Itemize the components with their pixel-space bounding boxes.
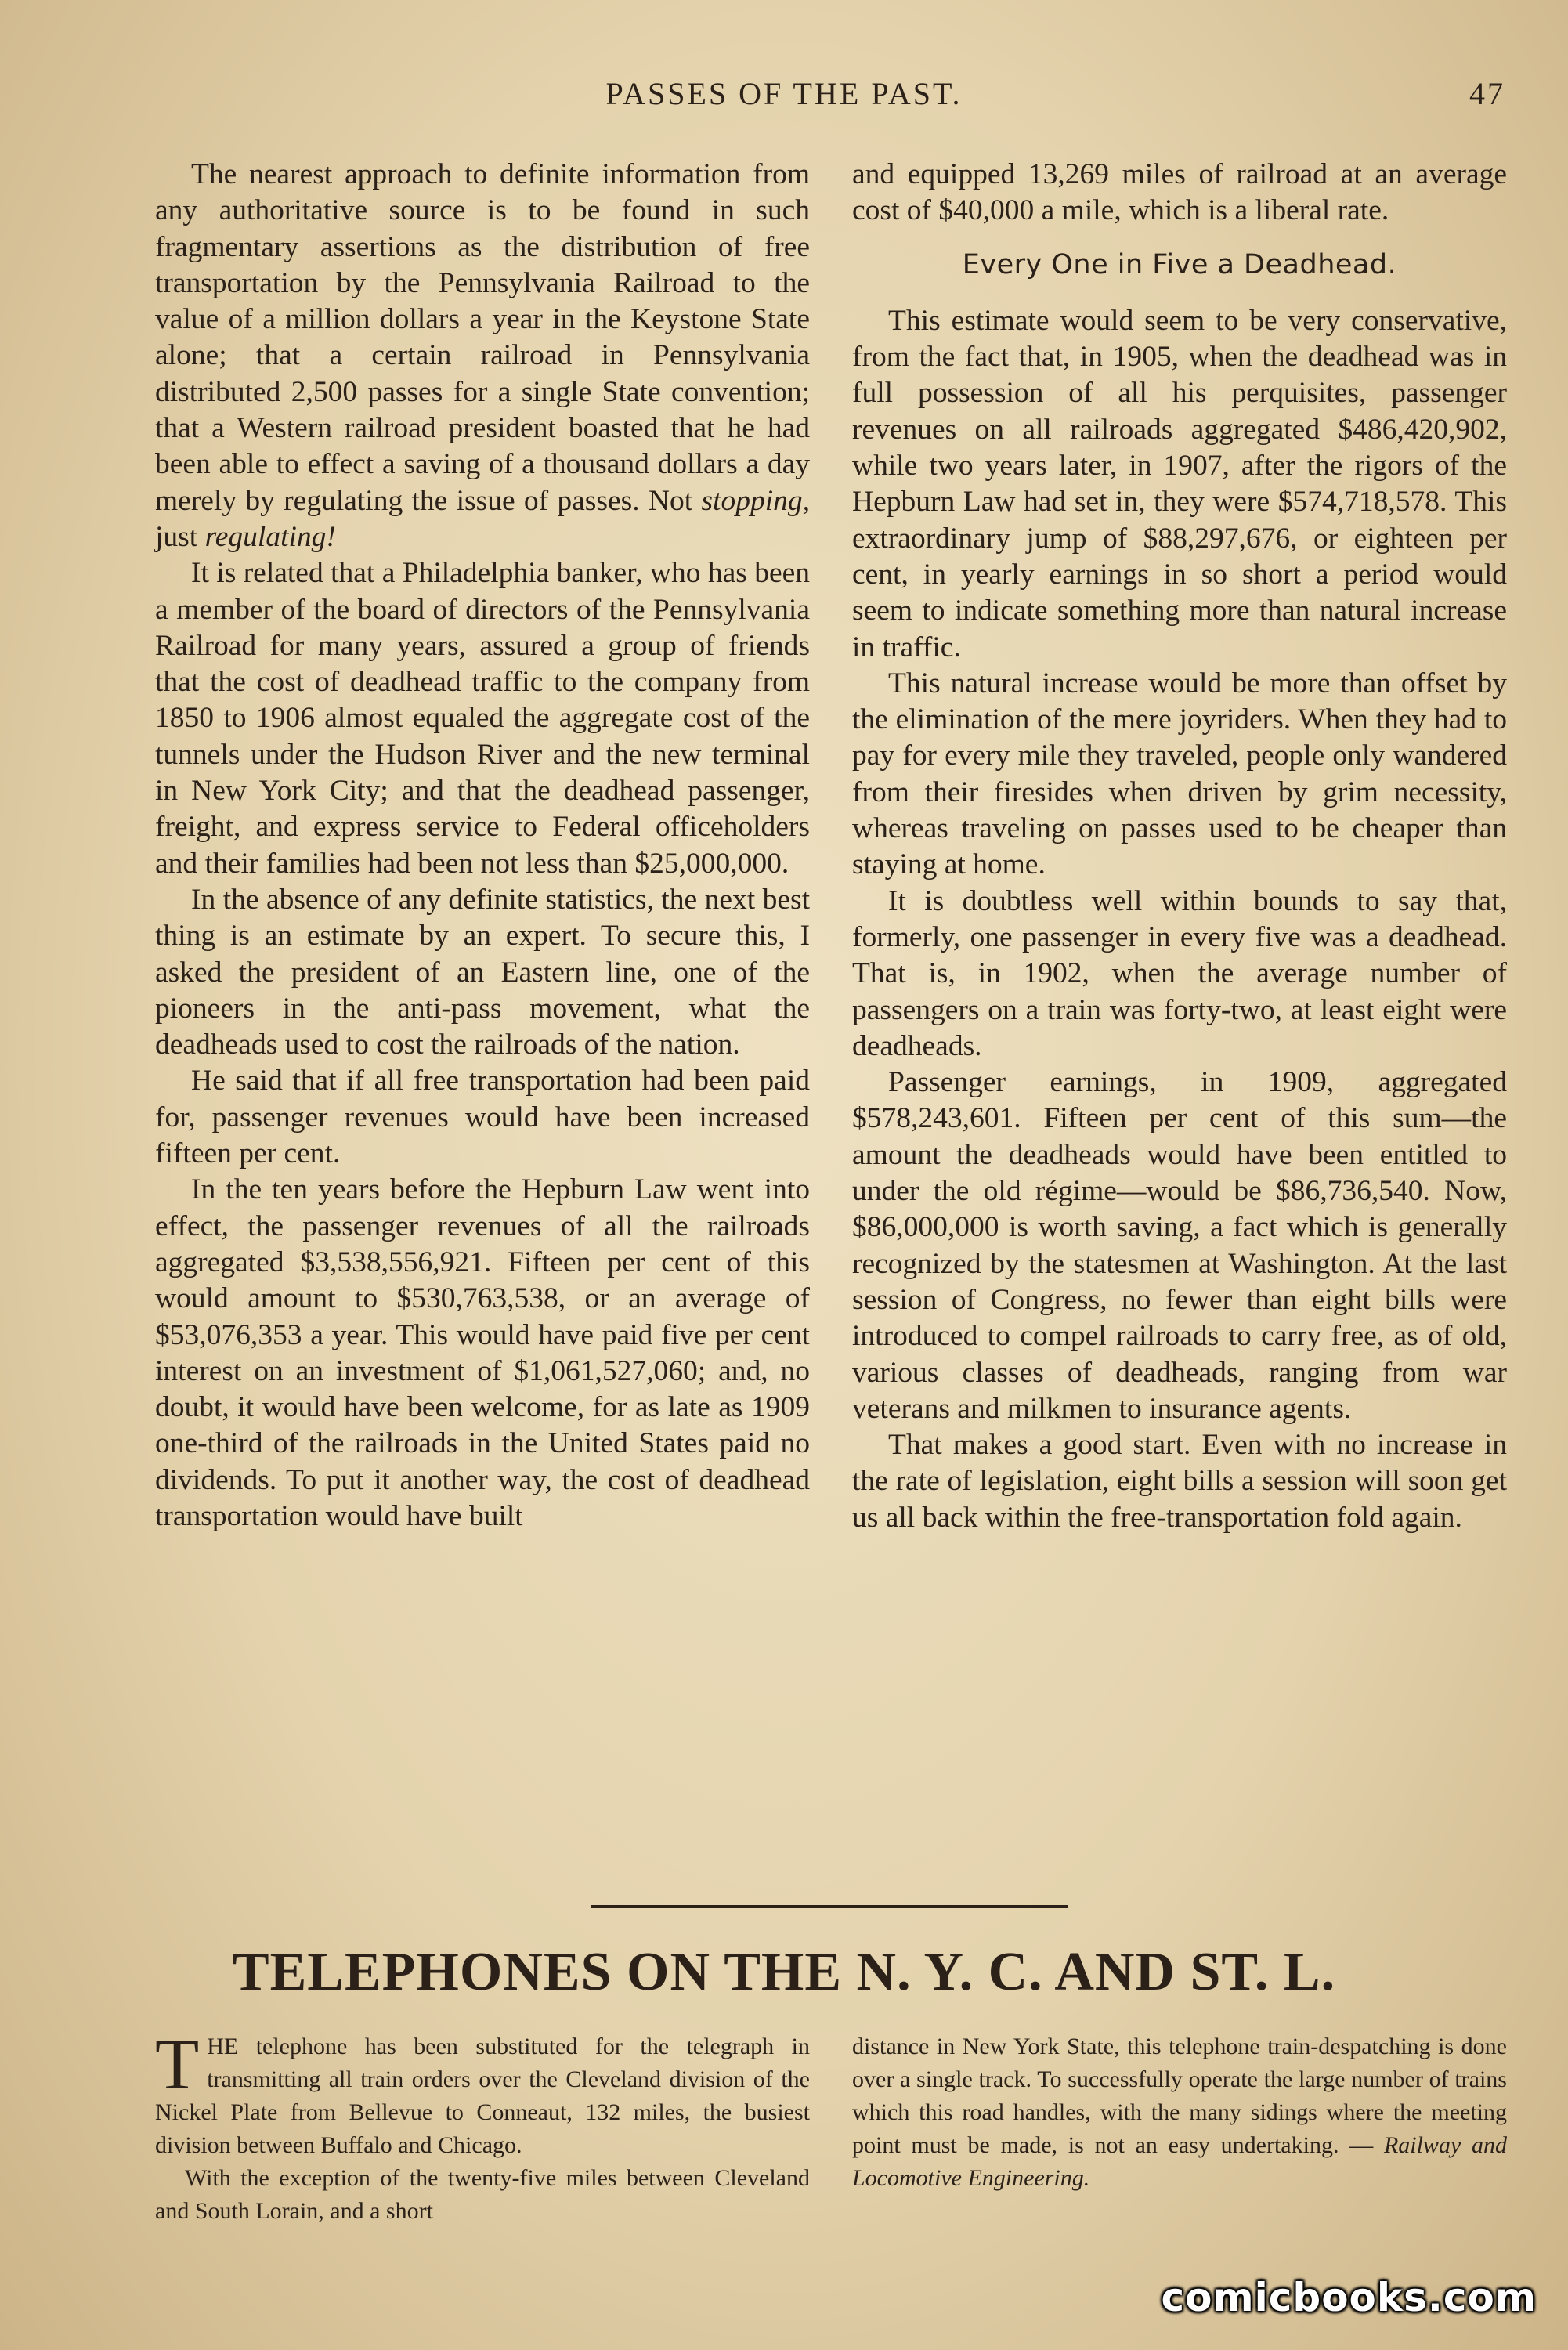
section-subheading: Every One in Five a Deadhead. [962,248,1397,280]
paragraph: It is related that a Philadelphia banker, who has been a member of the board of directors of the Pennsylvania Railroad for many years, assured a group of friends that the cost of deadhead traffic to the company from 1850 to 1906 almost equaled the aggregate cost of the tunnels under the Hudson River and the new terminal in New York City; and that the deadhead passenger, freight, and express service to Federal officeholders and their families had been not less than $25,000,000. [155,557,810,880]
emphasis-text: stopping, [701,484,810,517]
right-text-column [852,157,1507,1536]
article-right-column [852,2030,1507,2195]
paragraph-text: HE telephone has been substituted for the telegraph in transmitting all train orders over the Cleveland division of the Nickel Plate from Bellevue to Conneaut, 132 miles, the busiest division between Buffalo and Chicago. [155,2034,810,2158]
section-divider [591,1905,1068,1908]
left-text-column [155,157,810,1535]
paragraph [852,2030,1507,2195]
paragraph: and equipped 13,269 miles of railroad at an average cost of $40,000 a mile, which is a liberal rate. [852,158,1507,227]
source-citation: Railway and Locomotive Engineering. [852,2132,1507,2191]
article-headline: TELEPHONES ON THE N. Y. C. AND ST. L. [232,1942,1336,2002]
paragraph: With the exception of the twenty-five miles between Cleveland and South Lorain, and a short [155,2165,810,2224]
paragraph: This estimate would seem to be very conservative, from the fact that, in 1905, when the deadhead was in full possession of all his perquisites, passenger revenues on all railroads aggregated $486,420,902, while two years later, in 1907, after the rigors of the Hepburn Law had set in, they were $574,718,578. This extraordinary jump of $88,297,676, or eighteen per cent, in yearly earnings in so short a period would seem to indicate something more than natural increase in traffic. [852,304,1507,663]
paragraph-text: The nearest approach to definite information from any authoritative source is to be found in such fragmentary assertions as the distribution of free transportation by the Pennsylvania Railroad to the value of a million dollars a year in the Keystone State alone; that a certain railroad in Pennsylvania distributed 2,500 passes for a single State convention; that a Western railroad president boasted that he had been able to effect a saving of a thousand dollars a day merely by regulating the issue of passes. Not [155,158,810,517]
running-head [0,75,1568,122]
paragraph [155,157,810,555]
paragraph: It is doubtless well within bounds to say that, formerly, one passenger in every five was a deadhead. That is, in 1902, when the average number of passengers on a train was forty-two, at least eight were deadheads. [852,884,1507,1062]
paragraph: He said that if all free transportation had been paid for, passenger revenues would have been increased fifteen per cent. [155,1065,810,1170]
paragraph-text: distance in New York State, this telephone train-despatching is done over a single track. To successfully operate the large number of trains which this road handles, with the many sidings where the meeting point must be made, is not an easy undertaking. — [852,2034,1507,2158]
paragraph-text: just [155,520,205,553]
watermark-logo: comicbooks.com [1161,2275,1537,2320]
drop-cap: T [155,2024,200,2104]
paragraph: That makes a good start. Even with no increase in the rate of legislation, eight bills a session will soon get us all back within the free-transportation fold again. [852,1429,1507,1534]
paragraph [155,2024,810,2162]
emphasis-text: regulating! [204,520,336,553]
running-title: PASSES OF THE PAST. [605,76,963,111]
paragraph: Passenger earnings, in 1909, aggregated $578,243,601. Fifteen per cent of this sum—the amount the deadheads would have been entitled to under the old régime—would be $86,736,540. Now, $86,000,000 is worth saving, a fact which is generally recognized by the statesmen at Washington. At the last session of Congress, no fewer than eight bills were introduced to compel railroads to carry free, as of old, various classes of deadheads, ranging from war veterans and milkmen to insurance agents. [852,1066,1507,1425]
article-left-column [155,2024,810,2228]
paragraph: In the absence of any definite statistics, the next best thing is an estimate by an expert. To secure this, I asked the president of an Eastern line, one of the pioneers in the anti-pass movement, what the deadheads used to cost the railroads of the nation. [155,883,810,1061]
paragraph: In the ten years before the Hepburn Law went into effect, the passenger revenues of all the railroads aggregated $3,538,556,921. Fifteen per cent of this would amount to $530,763,538, or an average of $53,076,353 a year. This would have paid five per cent interest on an investment of $1,061,527,060; and, no doubt, it would have been welcome, for as late as 1909 one-third of the railroads in the United States paid no dividends. To put it another way, the cost of deadhead transportation would have built [155,1173,810,1532]
paragraph: This natural increase would be more than offset by the elimination of the mere joyriders. When they had to pay for every mile they traveled, people only wandered from their firesides when driven by grim necessity, whereas traveling on passes used to be cheaper than staying at home. [852,667,1507,881]
page-number: 47 [1469,76,1505,111]
